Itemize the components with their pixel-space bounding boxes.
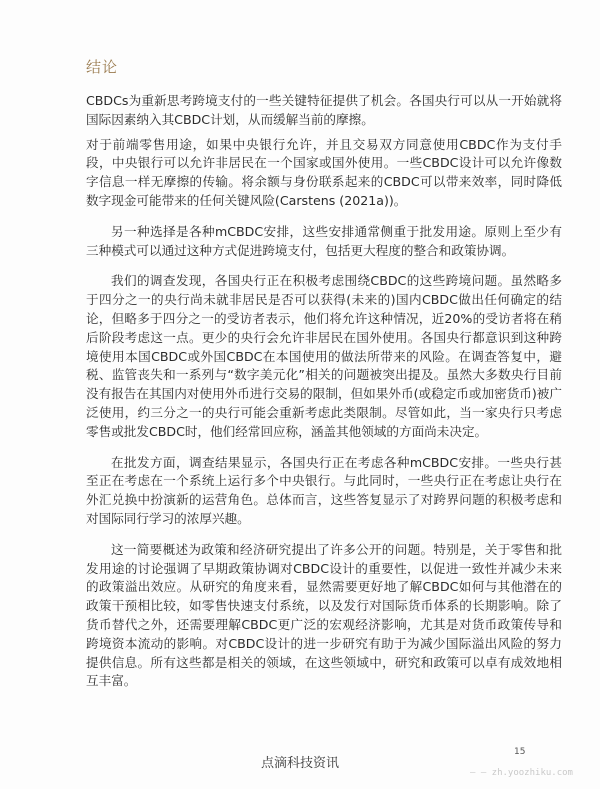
paragraph-1: CBDCs为重新思考跨境支付的一些关键特征提供了机会。各国央行可以从一开始就将国际因素纳入其CBDC计划，从而缓解当前的摩擦。 <box>86 93 562 127</box>
paragraph-4: 我们的调查发现，各国央行正在积极考虑围绕CBDC的这些跨境问题。虽然略多于四分之一的央行尚未就非居民是否可以获得(未来的)国内CBDC做出任何确定的结论，但略多于四分之一的受访者表示，他们将允许这种情况，近20%的受访者将在稍后阶段考虑这一点。更少的央行会允许非居民在国外使用。各国央行都意识到这种跨境使用本国CBDC或外国CBDC在本国使用的做法所带来的风险。在调查答复中，避税、监管丧失和一系列与“数字美元化”相关的问题被突出提及。虽然大多数央行目前没有报告在其国内对使用外币进行交易的限制，但如果外币(或稳定币或加密货币)被广泛使用，约三分之一的央行可能会重新考虑此类限制。尽管如此，当一家央行只考虑零售或批发CBDC时，他们经常回应称，涵盖其他领域的方面尚未决定。 <box>86 273 562 439</box>
paragraph-3: 另一种选择是各种mCBDC安排，这些安排通常侧重于批发用途。原则上至少有三种模式可以通过这种方式促进跨境支付，包括更大程度的整合和政策协调。 <box>86 223 562 258</box>
paragraph-6: 这一简要概述为政策和经济研究提出了许多公开的问题。特别是，关于零售和批发用途的讨论强调了早期政策协调对CBDC设计的重要性，以促进一致性并减少未来的政策溢出效应。从研究的角度来看，显然需要更好地了解CBDC如何与其他潜在的政策干预相比较，如零售快速支付系统，以及发行对国际货币体系的长期影响。除了货币替代之外，还需要理解CBDC更广泛的宏观经济影响，尤其是对货币政策传导和跨境资本流动的影响。对CBDC设计的进一步研究有助于为减少国际溢出风险的努力提供信息。所有这些都是相关的领域，在这些领域中，研究和政策可以卓有成效地相互丰富。 <box>86 541 562 689</box>
footer-title: 点滴科技资讯 <box>260 756 339 771</box>
body-text <box>86 92 562 703</box>
paragraph-2: 对于前端零售用途，如果中央银行允许，并且交易双方同意使用CBDC作为支付手段，中央银行可以允许非居民在一个国家或国外使用。一些CBDC设计可以允许像数字信息一样无摩擦的传输。将余额与身份联系起来的CBDC可以带来效率，同时降低数字现金可能带来的任何关键风险(Carstens (2021a))。 <box>86 136 562 208</box>
paragraph-5: 在批发方面，调查结果显示，各国央行正在考虑各种mCBDC安排。一些央行甚至正在考虑在一个系统上运行多个中央银行。与此同时，一些央行正在考虑让央行在外汇兑换中扮演新的运营角色。总体而言，这些答复显示了对跨界问题的积极考虑和对国际同行学习的浓厚兴趣。 <box>86 454 562 526</box>
watermark-text: — — zh.yoozhiku.com <box>470 768 573 778</box>
section-heading: 结论 <box>86 58 119 76</box>
page-number: 15 <box>514 747 526 757</box>
